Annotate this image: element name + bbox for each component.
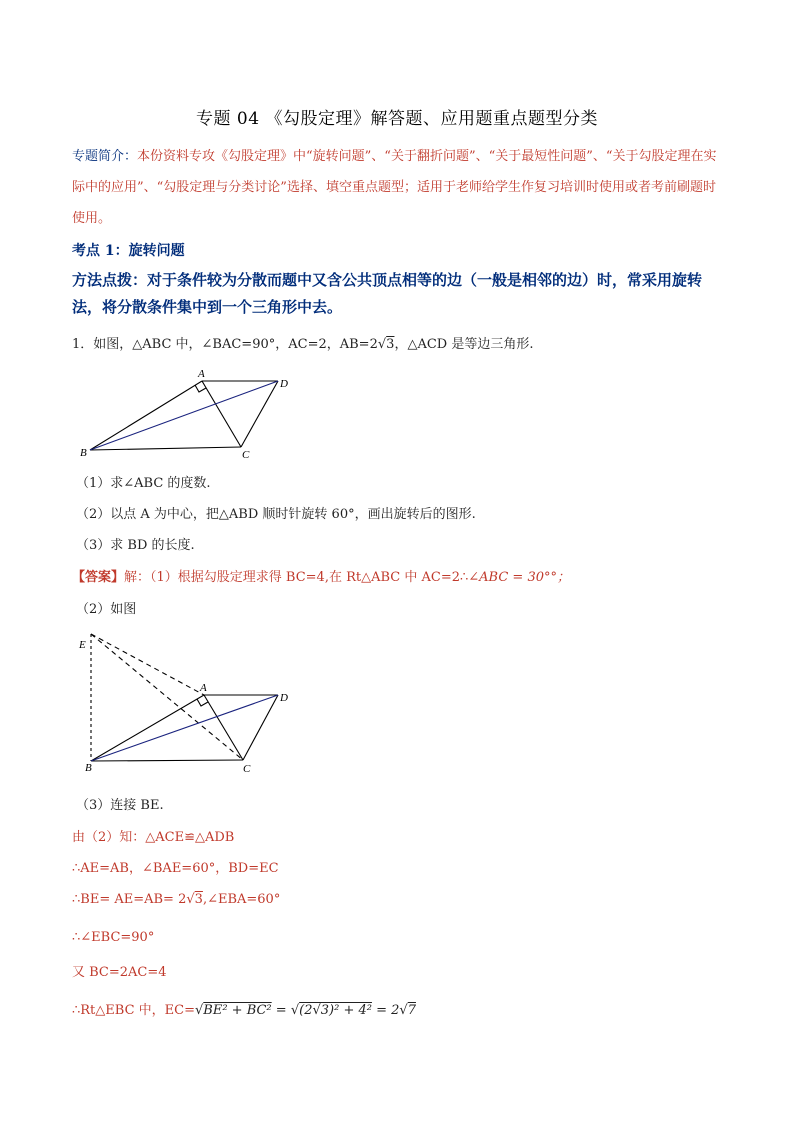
sub-question-3: （3）求 BD 的长度. — [76, 538, 195, 553]
proof-line-bc: 又 BC=2AC=4 — [72, 965, 167, 980]
sqrt-symbol: √ — [377, 337, 387, 352]
ec-radicand-3: 7 — [407, 1003, 416, 1018]
label-d: D — [280, 692, 288, 704]
sqrt-symbol: √ — [186, 892, 195, 907]
right-angle-mark — [197, 699, 208, 706]
proof-line-be-angle: ,∠EBA=60° — [202, 892, 281, 907]
intro-paragraph — [72, 141, 728, 234]
proof-line-congruence: 由（2）知：△ACE≌△ADB — [72, 830, 235, 845]
answer-tag: 【答案】 — [72, 570, 125, 585]
segment-bd — [91, 695, 278, 761]
segment-ea — [91, 634, 204, 695]
segment-bc — [90, 447, 241, 450]
label-e: E — [79, 639, 86, 651]
proof-line-ec — [72, 999, 416, 1018]
label-c: C — [243, 763, 251, 775]
intro-lead: 专题简介： — [72, 149, 138, 164]
intro-body: 本份资料专攻《勾股定理》中“旋转问题”、“关于翻折问题”、“关于最短性问题”、“关于勾股定理在实际中的应用”、“勾股定理与分类讨论”选择、填空重点题型；适用于老师给学生作复习培训时使用或者考前刷题时使用。 — [72, 149, 717, 226]
proof-line-equalities: ∴AE=AB，∠BAE=60°，BD=EC — [72, 861, 279, 876]
equals-sign: = — [271, 1003, 291, 1018]
figure-1 — [76, 360, 306, 465]
label-a: A — [198, 368, 205, 380]
ec-radicand-2: (2√3)² + 4² — [299, 1003, 372, 1018]
sqrt-symbol: √ — [290, 1003, 300, 1018]
figure-2 — [76, 628, 306, 776]
sqrt-symbol: √ — [194, 1003, 204, 1018]
segment-ba — [91, 695, 204, 761]
label-d: D — [280, 378, 288, 390]
segment-cd — [241, 381, 278, 447]
ab-coefficient: 2 — [369, 337, 378, 352]
answer-part-1: 解：（1）根据勾股定理求得 BC=4,在 Rt△ABC 中 AC=2∴ — [124, 570, 469, 585]
section-heading: 考点 1：旋转问题 — [72, 243, 185, 259]
segment-bc — [91, 760, 243, 761]
proof-line-be — [72, 892, 280, 907]
sqrt-symbol: √ — [399, 1003, 408, 1018]
label-a: A — [200, 682, 207, 694]
answer-part-2: （2）如图 — [76, 602, 137, 617]
ab-radicand: 3 — [386, 337, 395, 352]
proof-line-ebc: ∴∠EBC=90° — [72, 930, 155, 945]
equals-sign-2: = 2 — [371, 1003, 400, 1018]
be-coefficient: 2 — [178, 892, 187, 907]
segment-ec — [91, 634, 243, 760]
method-tip: 方法点拨：对于条件较为分散而题中又含公共顶点相等的边（一般是相邻的边）时，常采用旋转法，将分散条件集中到一个三角形中去。 — [72, 271, 703, 316]
question-1-stem-b: ，△ACD 是等边三角形. — [394, 337, 534, 352]
segment-cd — [243, 695, 278, 760]
segment-ac — [204, 695, 243, 760]
answer-part-3: （3）连接 BE. — [76, 798, 164, 813]
be-radicand: 3 — [194, 892, 203, 907]
question-1-stem — [72, 333, 533, 352]
segment-ac — [202, 381, 241, 447]
answer-angle-expression: ∠ABC = 30°°； — [468, 570, 570, 585]
question-1-ab-value — [370, 337, 395, 352]
proof-line-be-text: ∴BE= AE=AB= — [72, 892, 179, 907]
answer-line-1 — [72, 566, 570, 585]
segment-bd — [90, 381, 278, 450]
ec-formula — [195, 1003, 416, 1018]
sub-question-1: （1）求∠ABC 的度数. — [76, 476, 211, 491]
label-c: C — [242, 449, 250, 461]
be-value — [178, 892, 203, 907]
label-b: B — [85, 762, 92, 774]
proof-line-ec-text: ∴Rt△EBC 中，EC= — [72, 1003, 195, 1018]
page-title: 专题 04 《勾股定理》解答题、应用题重点题型分类 — [196, 109, 598, 129]
label-b: B — [80, 447, 87, 459]
sub-question-2: （2）以点 A 为中心，把△ABD 顺时针旋转 60°，画出旋转后的图形. — [76, 507, 476, 522]
ec-radicand-1: BE² + BC² — [203, 1003, 272, 1018]
question-1-stem-a: 1．如图，△ABC 中，∠BAC=90°，AC=2，AB= — [72, 337, 370, 352]
